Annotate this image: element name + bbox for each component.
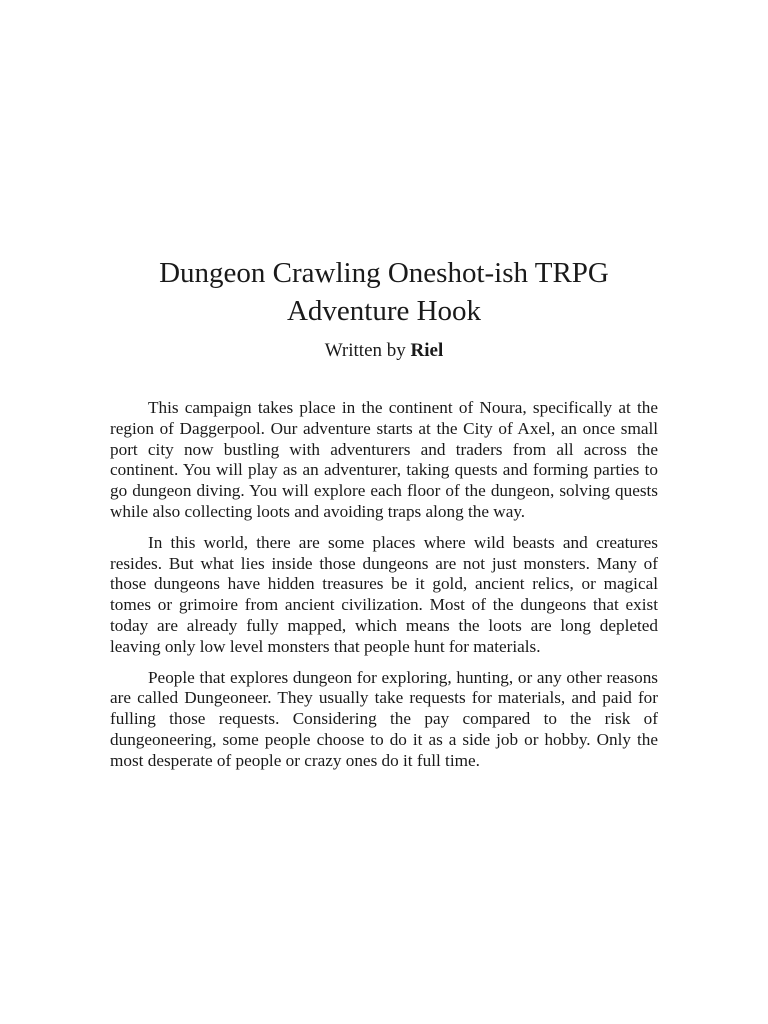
body-text	[110, 398, 658, 782]
author-prefix: Written by	[324, 340, 406, 361]
document-title	[60, 254, 708, 330]
title-line-2: Adventure Hook	[286, 295, 482, 327]
paragraph-1: This campaign takes place in the continent of Noura, specifically at the region of Daggerpool. Our adventure starts at the City of Axel, an once small port city now bustling with adventurers and traders from all across the continent. You will play as an adventurer, taking quests and forming parties to go dungeon diving. You will explore each floor of the dungeon, solving quests while also collecting loots and avoiding traps along the way.	[110, 398, 658, 521]
paragraph-3: People that explores dungeon for exploring, hunting, or any other reasons are called Dungeoneer. They usually take requests for materials, and paid for fulling those requests. Considering the pay compared to the risk of dungeoneering, some people choose to do it as a side job or hobby. Only the most desperate of people or crazy ones do it full time.	[110, 667, 658, 770]
author-name: Riel	[410, 340, 444, 361]
title-line-1: Dungeon Crawling Oneshot-ish TRPG	[159, 257, 609, 289]
paragraph-2: In this world, there are some places where wild beasts and creatures resides. But what lies inside those dungeons are not just monsters. Many of those dungeons have hidden treasures be it gold, ancient relics, or magical tomes or grimoire from ancient civilization. Most of the dungeons that exist today are already fully mapped, which means the loots are long depleted leaving only low level monsters that people hunt for materials.	[110, 532, 658, 656]
author-line	[60, 338, 708, 364]
